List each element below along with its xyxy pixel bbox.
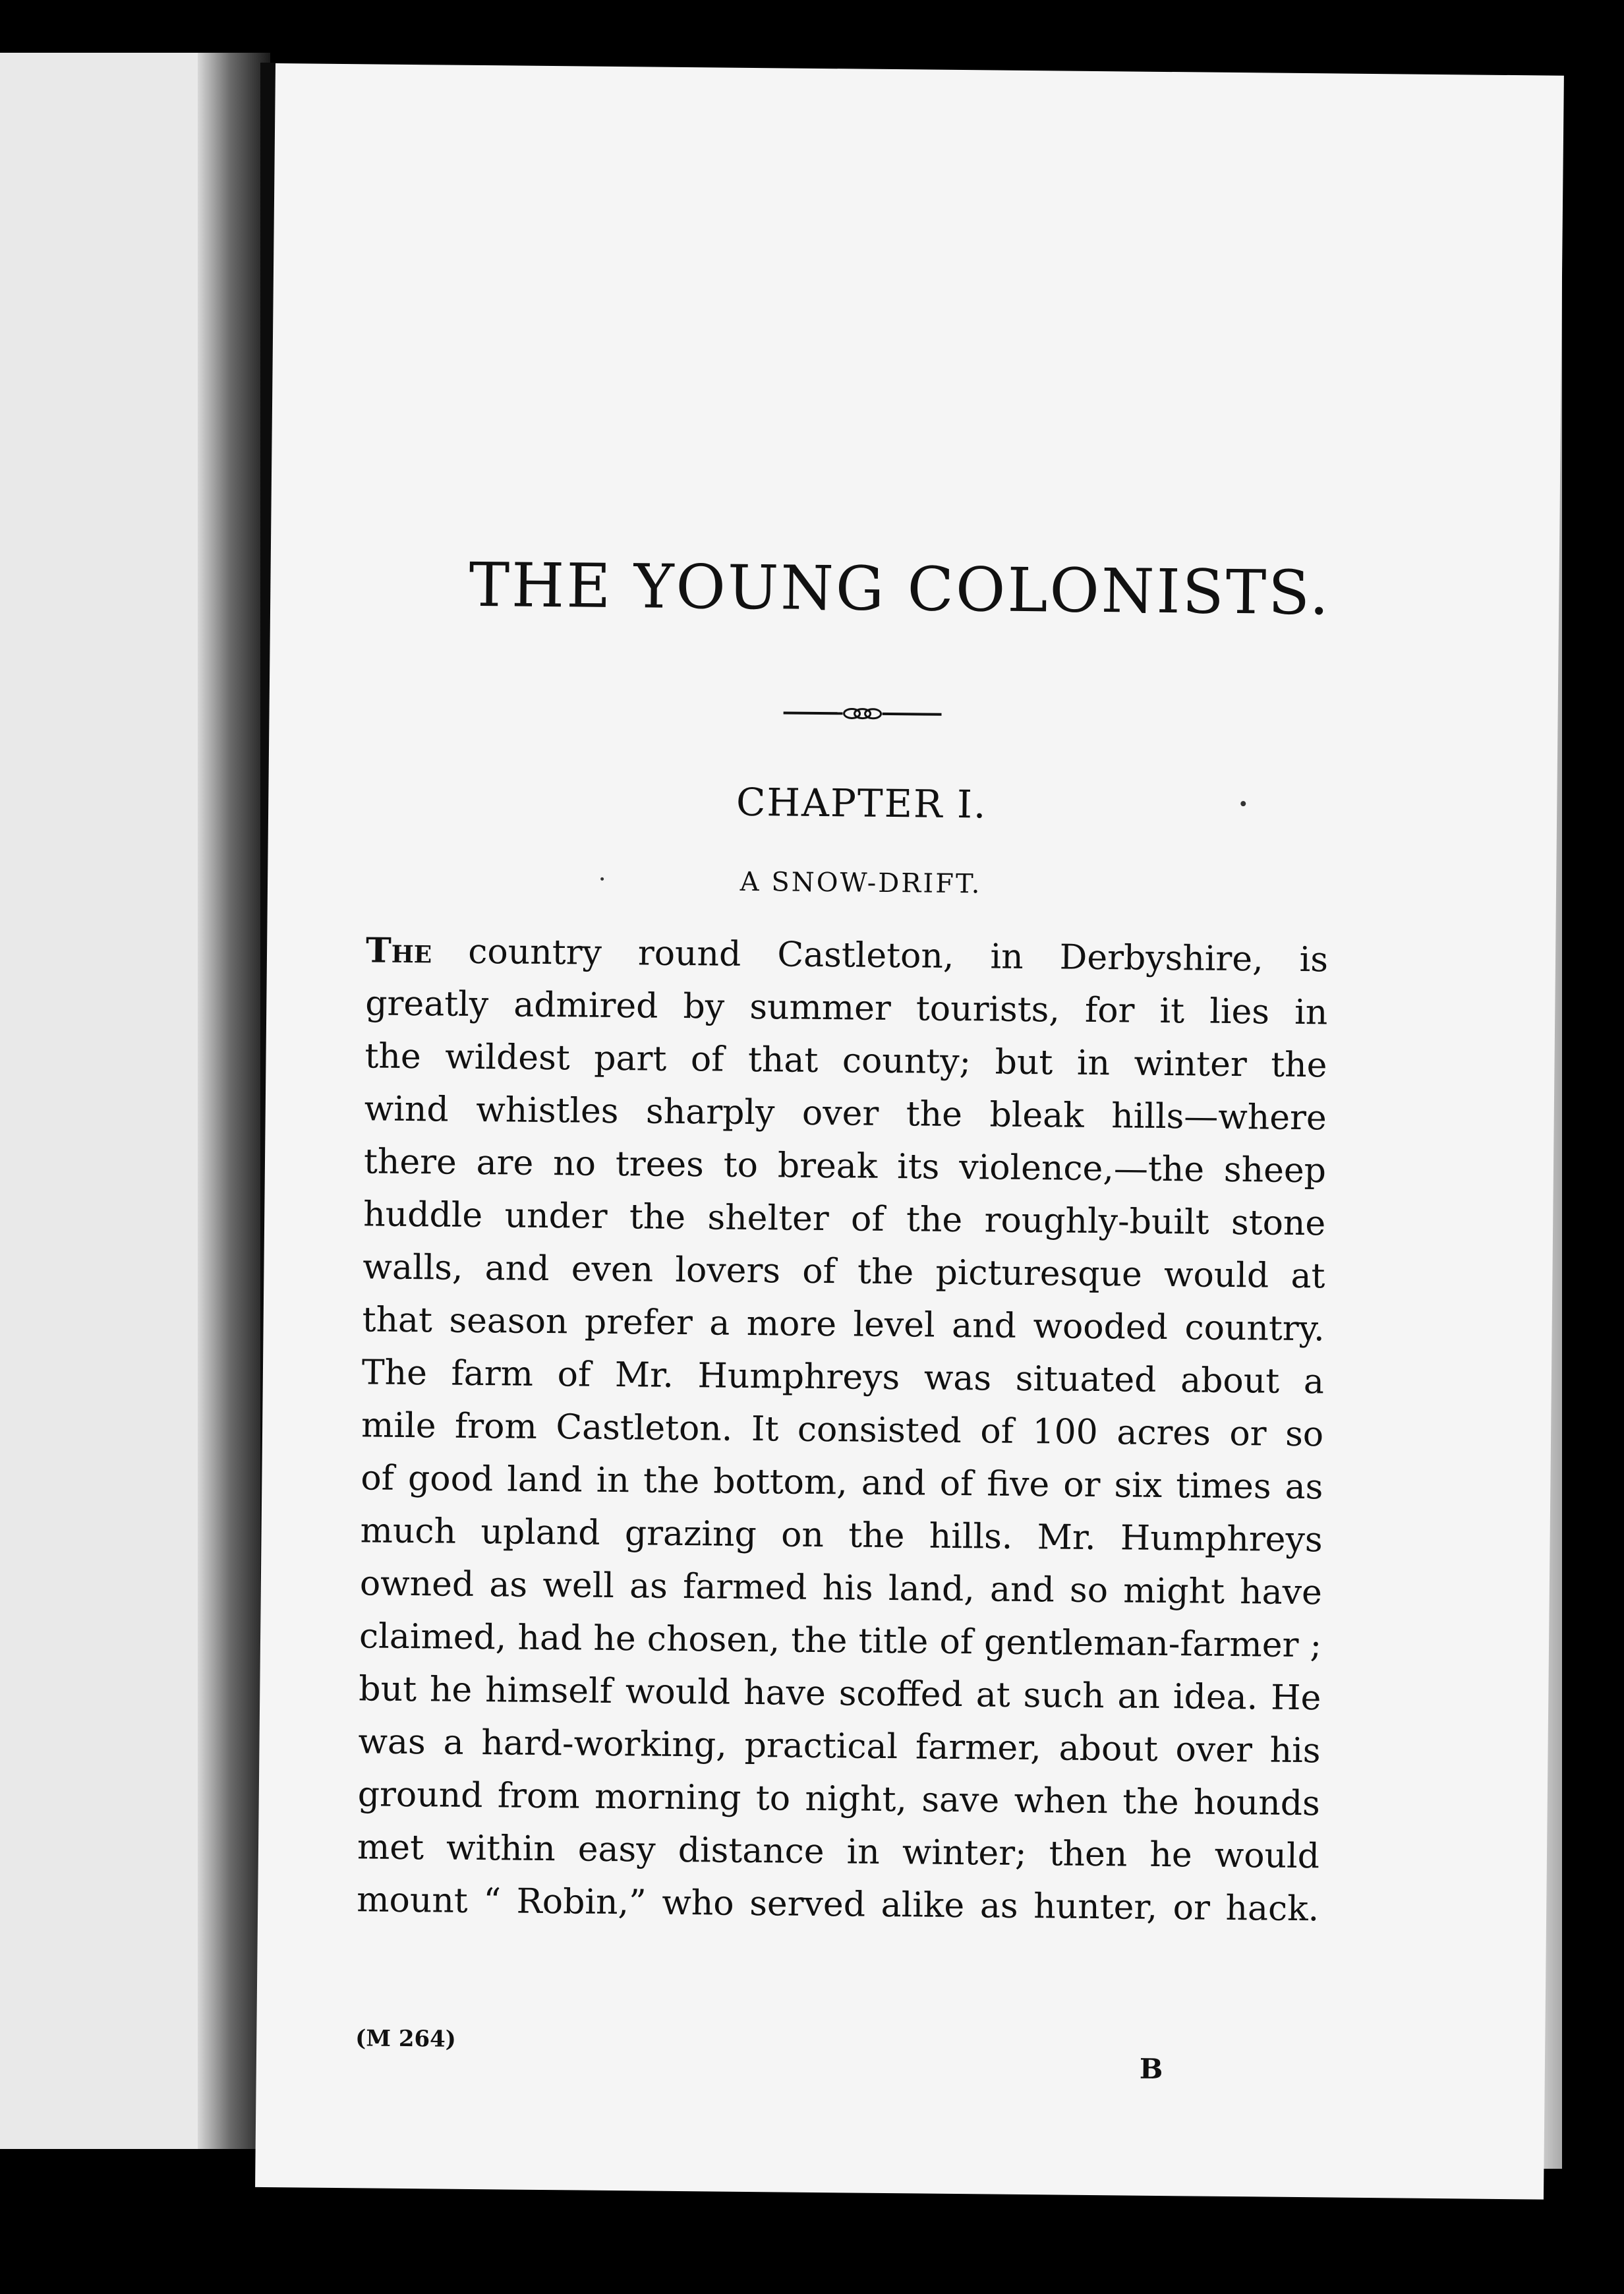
facing-page-left [0, 53, 231, 2149]
signature-mark: (M 264) [355, 2025, 457, 2053]
print-speck [600, 877, 604, 881]
text-line: walls, and even lovers of the picturesque would at [362, 1247, 1325, 1297]
text-line: ground from morning to night, save when the hounds [357, 1775, 1321, 1824]
text-line: greatly admired by summer tourists, for it lies in [365, 984, 1328, 1033]
first-word: The [365, 930, 432, 972]
chapter-title: A SNOW-DRIFT. [740, 866, 982, 900]
text-line: huddle under the shelter of the roughly-built stone [362, 1194, 1326, 1244]
text-line: wind whistles sharply over the bleak hills—where [364, 1089, 1327, 1138]
chapter-body-text [357, 924, 1329, 1935]
text-line: was a hard-working, practical farmer, about over his [358, 1722, 1321, 1771]
book-page [255, 63, 1564, 2200]
text-line: much upland grazing on the hills. Mr. Humphreys [360, 1511, 1323, 1560]
text-line: The farm of Mr. Humphreys was situated about a [361, 1353, 1325, 1402]
text-line: that season prefer a more level and wooded country. [362, 1300, 1325, 1349]
text-line: the wildest part of that county; but in winter the [364, 1036, 1327, 1086]
text-line-content: country round Castleton, in Derbyshire, is [468, 931, 1329, 980]
text-line: claimed, had he chosen, the title of gentleman-farmer ; [359, 1616, 1322, 1666]
title-ornament [783, 699, 941, 727]
text-line: met within easy distance in winter; then he would [357, 1827, 1320, 1877]
signature-letter: B [1139, 2052, 1163, 2086]
text-line: of good land in the bottom, and of five or six times as [361, 1458, 1323, 1508]
text-line: owned as well as farmed his land, and so might have [359, 1564, 1323, 1613]
chapter-number: CHAPTER I. [736, 779, 987, 827]
text-line [366, 924, 1329, 986]
book-title: THE YOUNG COLONISTS. [469, 549, 1331, 629]
text-line: but he himself would have scoffed at such an idea. He [359, 1669, 1321, 1719]
print-speck [1240, 801, 1246, 806]
text-line: there are no trees to break its violence,—the sheep [363, 1142, 1327, 1191]
text-line: mount “ Robin,” who served alike as hunter, or hack. [356, 1880, 1320, 1929]
text-line: mile from Castleton. It consisted of 100 acres or so [361, 1405, 1324, 1455]
